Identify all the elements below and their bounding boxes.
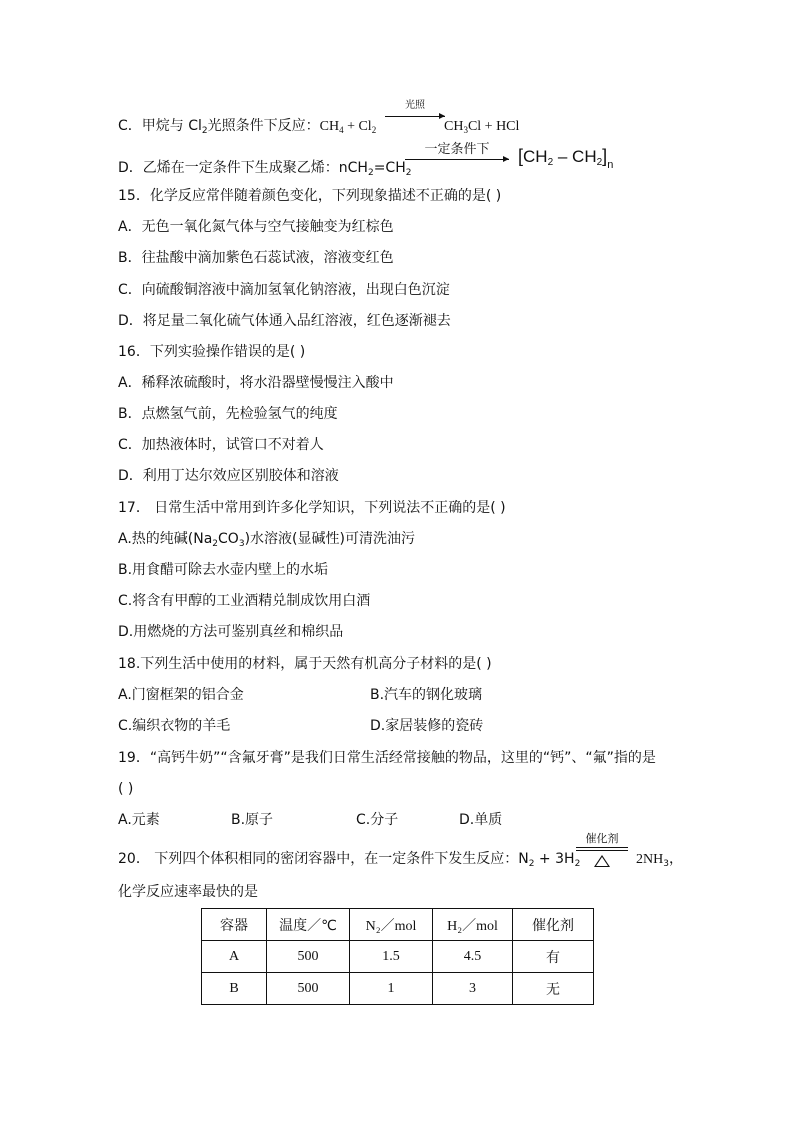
q18-option-d: D.家居装修的瓷砖 bbox=[370, 718, 484, 734]
q19-option-b: B.原子 bbox=[231, 812, 274, 828]
q14-d-condition: 一定条件下 bbox=[424, 142, 490, 157]
q19-option-a: A.元素 bbox=[118, 812, 160, 828]
table-cell: 500 bbox=[267, 941, 350, 973]
q14-c-reaction-arrow bbox=[385, 100, 445, 117]
table-cell: 1 bbox=[350, 973, 433, 1005]
q19-stem: 19．“高钙牛奶”“含氟牙膏”是我们日常生活经常接触的物品，这里的“钙”、“氟”指的是 bbox=[118, 750, 656, 766]
q16-option-c: C．加热液体时，试管口不对着人 bbox=[118, 437, 324, 453]
q16-stem: 16．下列实验操作错误的是( ) bbox=[118, 344, 306, 360]
q14-option-c: C．甲烷与 $Cl_2$光照条件下反应：$CH_4 + Cl_2$ bbox=[118, 118, 377, 136]
heat-triangle-icon bbox=[594, 855, 610, 867]
table-header-row bbox=[202, 909, 594, 941]
q20-product: $2NH_3$， bbox=[636, 851, 683, 869]
q14-d-polymer: $[CH_2 - CH_2]_n$ bbox=[518, 146, 614, 171]
q19-option-d: D.单质 bbox=[459, 812, 503, 828]
table-cell: B bbox=[202, 973, 267, 1005]
table-header-cell: 催化剂 bbox=[513, 909, 594, 941]
q16-option-a: A．稀释浓硫酸时，将水沿器壁慢慢注入酸中 bbox=[118, 375, 394, 391]
q17-option-b: B.用食醋可除去水壶内壁上的水垢 bbox=[118, 562, 329, 578]
q20-data-table bbox=[201, 908, 594, 1005]
table-cell: 无 bbox=[513, 973, 594, 1005]
q17-option-a: A.热的纯碱$(Na_2CO_3)$水溶液(显碱性)可清洗油污 bbox=[118, 531, 415, 549]
table-row bbox=[202, 973, 594, 1005]
q14-d-reaction-arrow bbox=[405, 142, 509, 160]
q14-c-condition: 光照 bbox=[405, 100, 425, 111]
table-header-cell: N₂／mol bbox=[350, 909, 433, 941]
q18-option-a: A.门窗框架的铝合金 bbox=[118, 687, 244, 703]
q19-answer-paren: ( ) bbox=[118, 781, 134, 797]
table-cell: 1.5 bbox=[350, 941, 433, 973]
q17-stem: 17． 日常生活中常用到许多化学知识，下列说法不正确的是( ) bbox=[118, 500, 506, 516]
q14-option-d: D．乙烯在一定条件下生成聚乙烯：$nCH_2=CH_2$ bbox=[118, 160, 412, 178]
q18-stem: 18.下列生活中使用的材料，属于天然有机高分子材料的是( ) bbox=[118, 656, 492, 672]
q15-stem: 15．化学反应常伴随着颜色变化，下列现象描述不正确的是( ) bbox=[118, 188, 502, 204]
q20-catalyst-label: 催化剂 bbox=[585, 832, 619, 845]
q20-stem-line2: 化学反应速率最快的是 bbox=[118, 884, 258, 900]
q16-option-d: D．利用丁达尔效应区别胶体和溶液 bbox=[118, 468, 339, 484]
table-cell: 500 bbox=[267, 973, 350, 1005]
q15-option-c: C．向硫酸铜溶液中滴加氢氧化钠溶液，出现白色沉淀 bbox=[118, 282, 450, 298]
q20-stem: 20． 下列四个体积相同的密闭容器中，在一定条件下发生反应：$N_2 + 3H_2$ bbox=[118, 851, 581, 869]
q16-option-b: B．点燃氢气前，先检验氢气的纯度 bbox=[118, 406, 338, 422]
table-header-cell: 容器 bbox=[202, 909, 267, 941]
table-cell: 4.5 bbox=[433, 941, 513, 973]
table-header-cell: H₂／mol bbox=[433, 909, 513, 941]
table-header-cell: 温度／℃ bbox=[267, 909, 350, 941]
q15-option-b: B．往盐酸中滴加紫色石蕊试液，溶液变红色 bbox=[118, 250, 394, 266]
q18-option-c: C.编织衣物的羊毛 bbox=[118, 718, 231, 734]
table-cell: A bbox=[202, 941, 267, 973]
table-row bbox=[202, 941, 594, 973]
q19-option-c: C.分子 bbox=[356, 812, 399, 828]
q17-option-d: D.用燃烧的方法可鉴别真丝和棉织品 bbox=[118, 624, 344, 640]
q20-equilibrium-arrow bbox=[576, 833, 628, 867]
q14-c-products: $CH_3Cl$ + HCl bbox=[444, 119, 520, 135]
table-cell: 3 bbox=[433, 973, 513, 1005]
q15-option-d: D．将足量二氧化硫气体通入品红溶液，红色逐渐褪去 bbox=[118, 313, 451, 329]
q15-option-a: A．无色一氧化氮气体与空气接触变为红棕色 bbox=[118, 219, 394, 235]
q18-option-b: B.汽车的钢化玻璃 bbox=[370, 687, 483, 703]
q17-option-c: C.将含有甲醇的工业酒精兑制成饮用白酒 bbox=[118, 593, 371, 609]
table-cell: 有 bbox=[513, 941, 594, 973]
